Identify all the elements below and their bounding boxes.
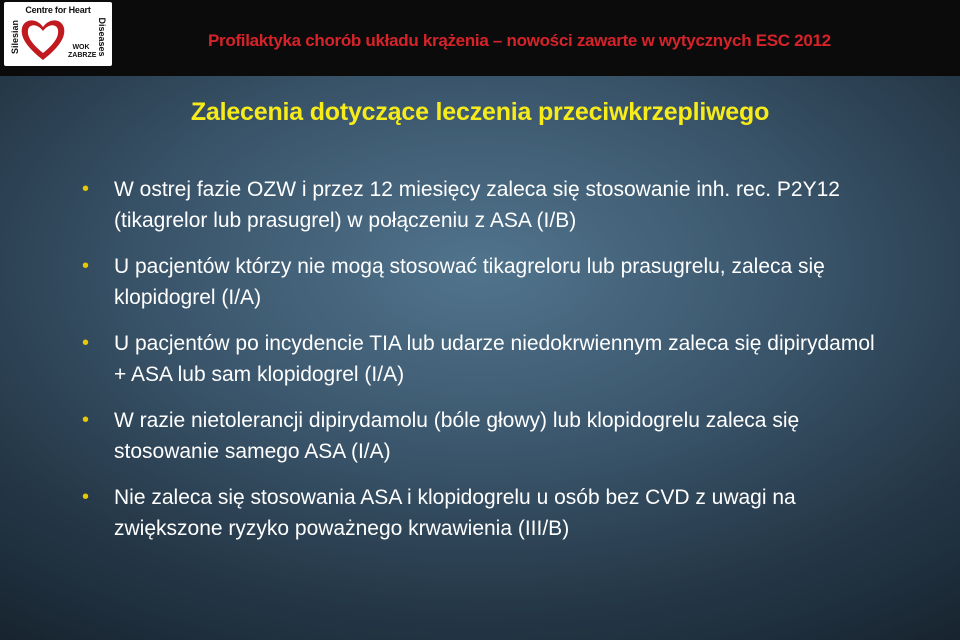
logo-right-text: Diseases — [97, 17, 107, 57]
logo-badge-line2: ZABRZE — [68, 52, 97, 59]
bullet-item — [80, 482, 880, 544]
header-title: Profilaktyka chorób układu krążenia – nowości zawarte w wytycznych ESC 2012 — [208, 31, 831, 50]
bullet-text: Nie zaleca się stosowania ASA i klopidogrelu u osób bez CVD z uwagi na zwiększone ryzyko poważnego krwawienia (III/B) — [114, 486, 796, 540]
logo-badge — [68, 44, 97, 60]
bullet-dot-icon: • — [82, 255, 90, 277]
bullet-item — [80, 405, 880, 467]
logo-top-text: Centre for Heart — [25, 5, 91, 15]
heart-icon — [18, 16, 68, 62]
bullet-text: U pacjentów którzy nie mogą stosować tikagreloru lub prasugrelu, zaleca się klopidogrel (I/A) — [114, 255, 825, 309]
bullet-item — [80, 174, 880, 236]
logo — [4, 2, 112, 66]
bullet-item — [80, 251, 880, 313]
logo-badge-line1: WOK — [72, 44, 90, 51]
logo-left-text: Silesian — [10, 19, 20, 55]
bullet-text: W ostrej fazie OZW i przez 12 miesięcy zaleca się stosowanie inh. rec. P2Y12 (tikagrelor lub prasugrel) w połączeniu z ASA (I/B) — [114, 178, 840, 232]
bullet-dot-icon: • — [82, 178, 90, 200]
bullet-text: U pacjentów po incydencie TIA lub udarze niedokrwiennym zaleca się dipirydamol + ASA lub sam klopidogrel (I/A) — [114, 332, 875, 386]
slide-title: Zalecenia dotyczące leczenia przeciwkrzepliwego — [190, 98, 770, 126]
bullet-list — [80, 174, 880, 559]
bullet-dot-icon: • — [82, 409, 90, 431]
bullet-dot-icon: • — [82, 332, 90, 354]
bullet-text: W razie nietolerancji dipirydamolu (bóle głowy) lub klopidogrelu zaleca się stosowanie samego ASA (I/A) — [114, 409, 800, 463]
bullet-dot-icon: • — [82, 486, 90, 508]
bullet-item — [80, 328, 880, 390]
header-bar — [0, 0, 960, 76]
